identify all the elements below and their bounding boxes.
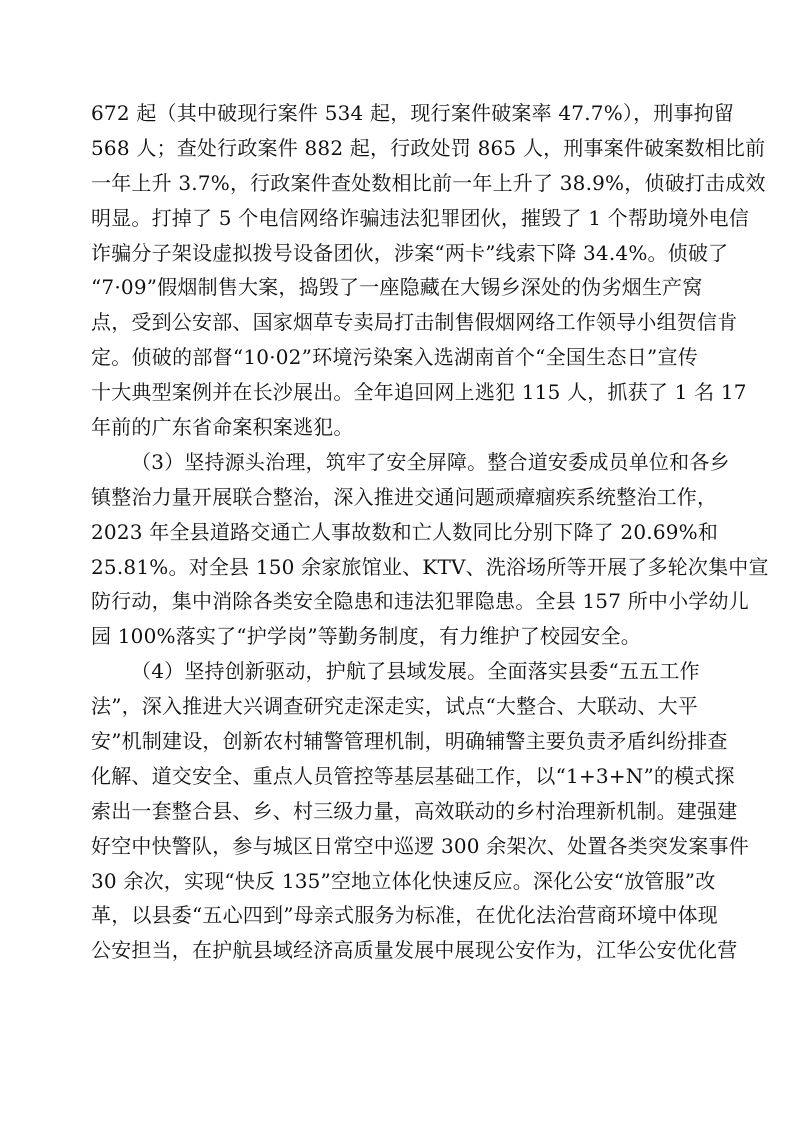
paragraph-line: 一年上升 3.7%，行政案件查处数相比前一年上升了 38.9%，侦破打击成效 [91,170,766,195]
paragraph-line: 安”机制建设，创新农村辅警管理机制，明确辅警主要负责矛盾纠纷排查 [91,729,728,754]
paragraph-line: 点，受到公安部、国家烟草专卖局打击制售假烟网络工作领导小组贺信肯 [91,310,738,335]
paragraph-line: 公安担当，在护航县域经济高质量发展中展现公安作为，江华公安优化营 [91,938,738,963]
paragraph-line: “7·09”假烟制售大案，捣毁了一座隐藏在大锡乡深处的伪劣烟生产窝 [91,275,703,300]
paragraph-heading-4: （4）坚持创新驱动，护航了县域发展。全面落实县委“五五工作 [131,659,700,684]
paragraph-line: 法”，深入推进大兴调查研究走深走实，试点“大整合、大联动、大平 [91,694,698,719]
paragraph-line: 30 余次，实现“快反 135”空地立体化快速反应。深化公安“放管服”改 [91,868,716,893]
paragraph-line: 672 起（其中破现行案件 534 起，现行案件破案率 47.7%），刑事拘留 [91,101,735,125]
paragraph-line: 十大典型案例并在长沙展出。全年追回网上逃犯 115 人，抓获了 1 名 17 [91,380,747,405]
paragraph-line: 诈骗分子架设虚拟拨号设备团伙，涉案“两卡”线索下降 34.4%。侦破了 [91,240,729,265]
paragraph-line: 好空中快警队，参与城区日常空中巡逻 300 余架次、处置各类突发案事件 [91,833,749,858]
paragraph-line: 25.81%。对全县 150 余家旅馆业、KTV、洗浴场所等开展了多轮次集中宣 [91,554,769,579]
paragraph-last-line: 年前的广东省命案积案逃犯。 [91,415,354,440]
paragraph-line: 索出一套整合县、乡、村三级力量，高效联动的乡村治理新机制。建强建 [91,798,738,823]
paragraph-line: 定。侦破的部督“10·02”环境污染案入选湖南首个“全国生态日”宣传 [91,345,698,370]
paragraph-line: 化解、道交安全、重点人员管控等基层基础工作，以“1+3+N”的模式探 [91,763,735,788]
paragraph-line: 明显。打掉了 5 个电信网络诈骗违法犯罪团伙，摧毁了 1 个帮助境外电信 [91,205,750,230]
paragraph-line: 革，以县委“五心四到”母亲式服务为标准，在优化法治营商环境中体现 [91,903,718,928]
paragraph-line: 防行动，集中消除各类安全隐患和违法犯罪隐患。全县 157 所中小学幼儿 [91,589,749,614]
paragraph-line: 2023 年全县道路交通亡人事故数和亡人数同比分别下降了 20.69%和 [91,519,719,544]
paragraph-last-line: 园 100%落实了“护学岗”等勤务制度，有力维护了校园安全。 [91,624,641,649]
paragraph-heading-3: （3）坚持源头治理，筑牢了安全屏障。整合道安委成员单位和各乡 [131,449,730,474]
document-page [91,96,769,968]
paragraph-line: 568 人；查处行政案件 882 起，行政处罚 865 人，刑事案件破案数相比前 [91,135,766,160]
paragraph-line: 镇整治力量开展联合整治，深入推进交通问题顽瘴痼疾系统整治工作， [91,484,718,509]
